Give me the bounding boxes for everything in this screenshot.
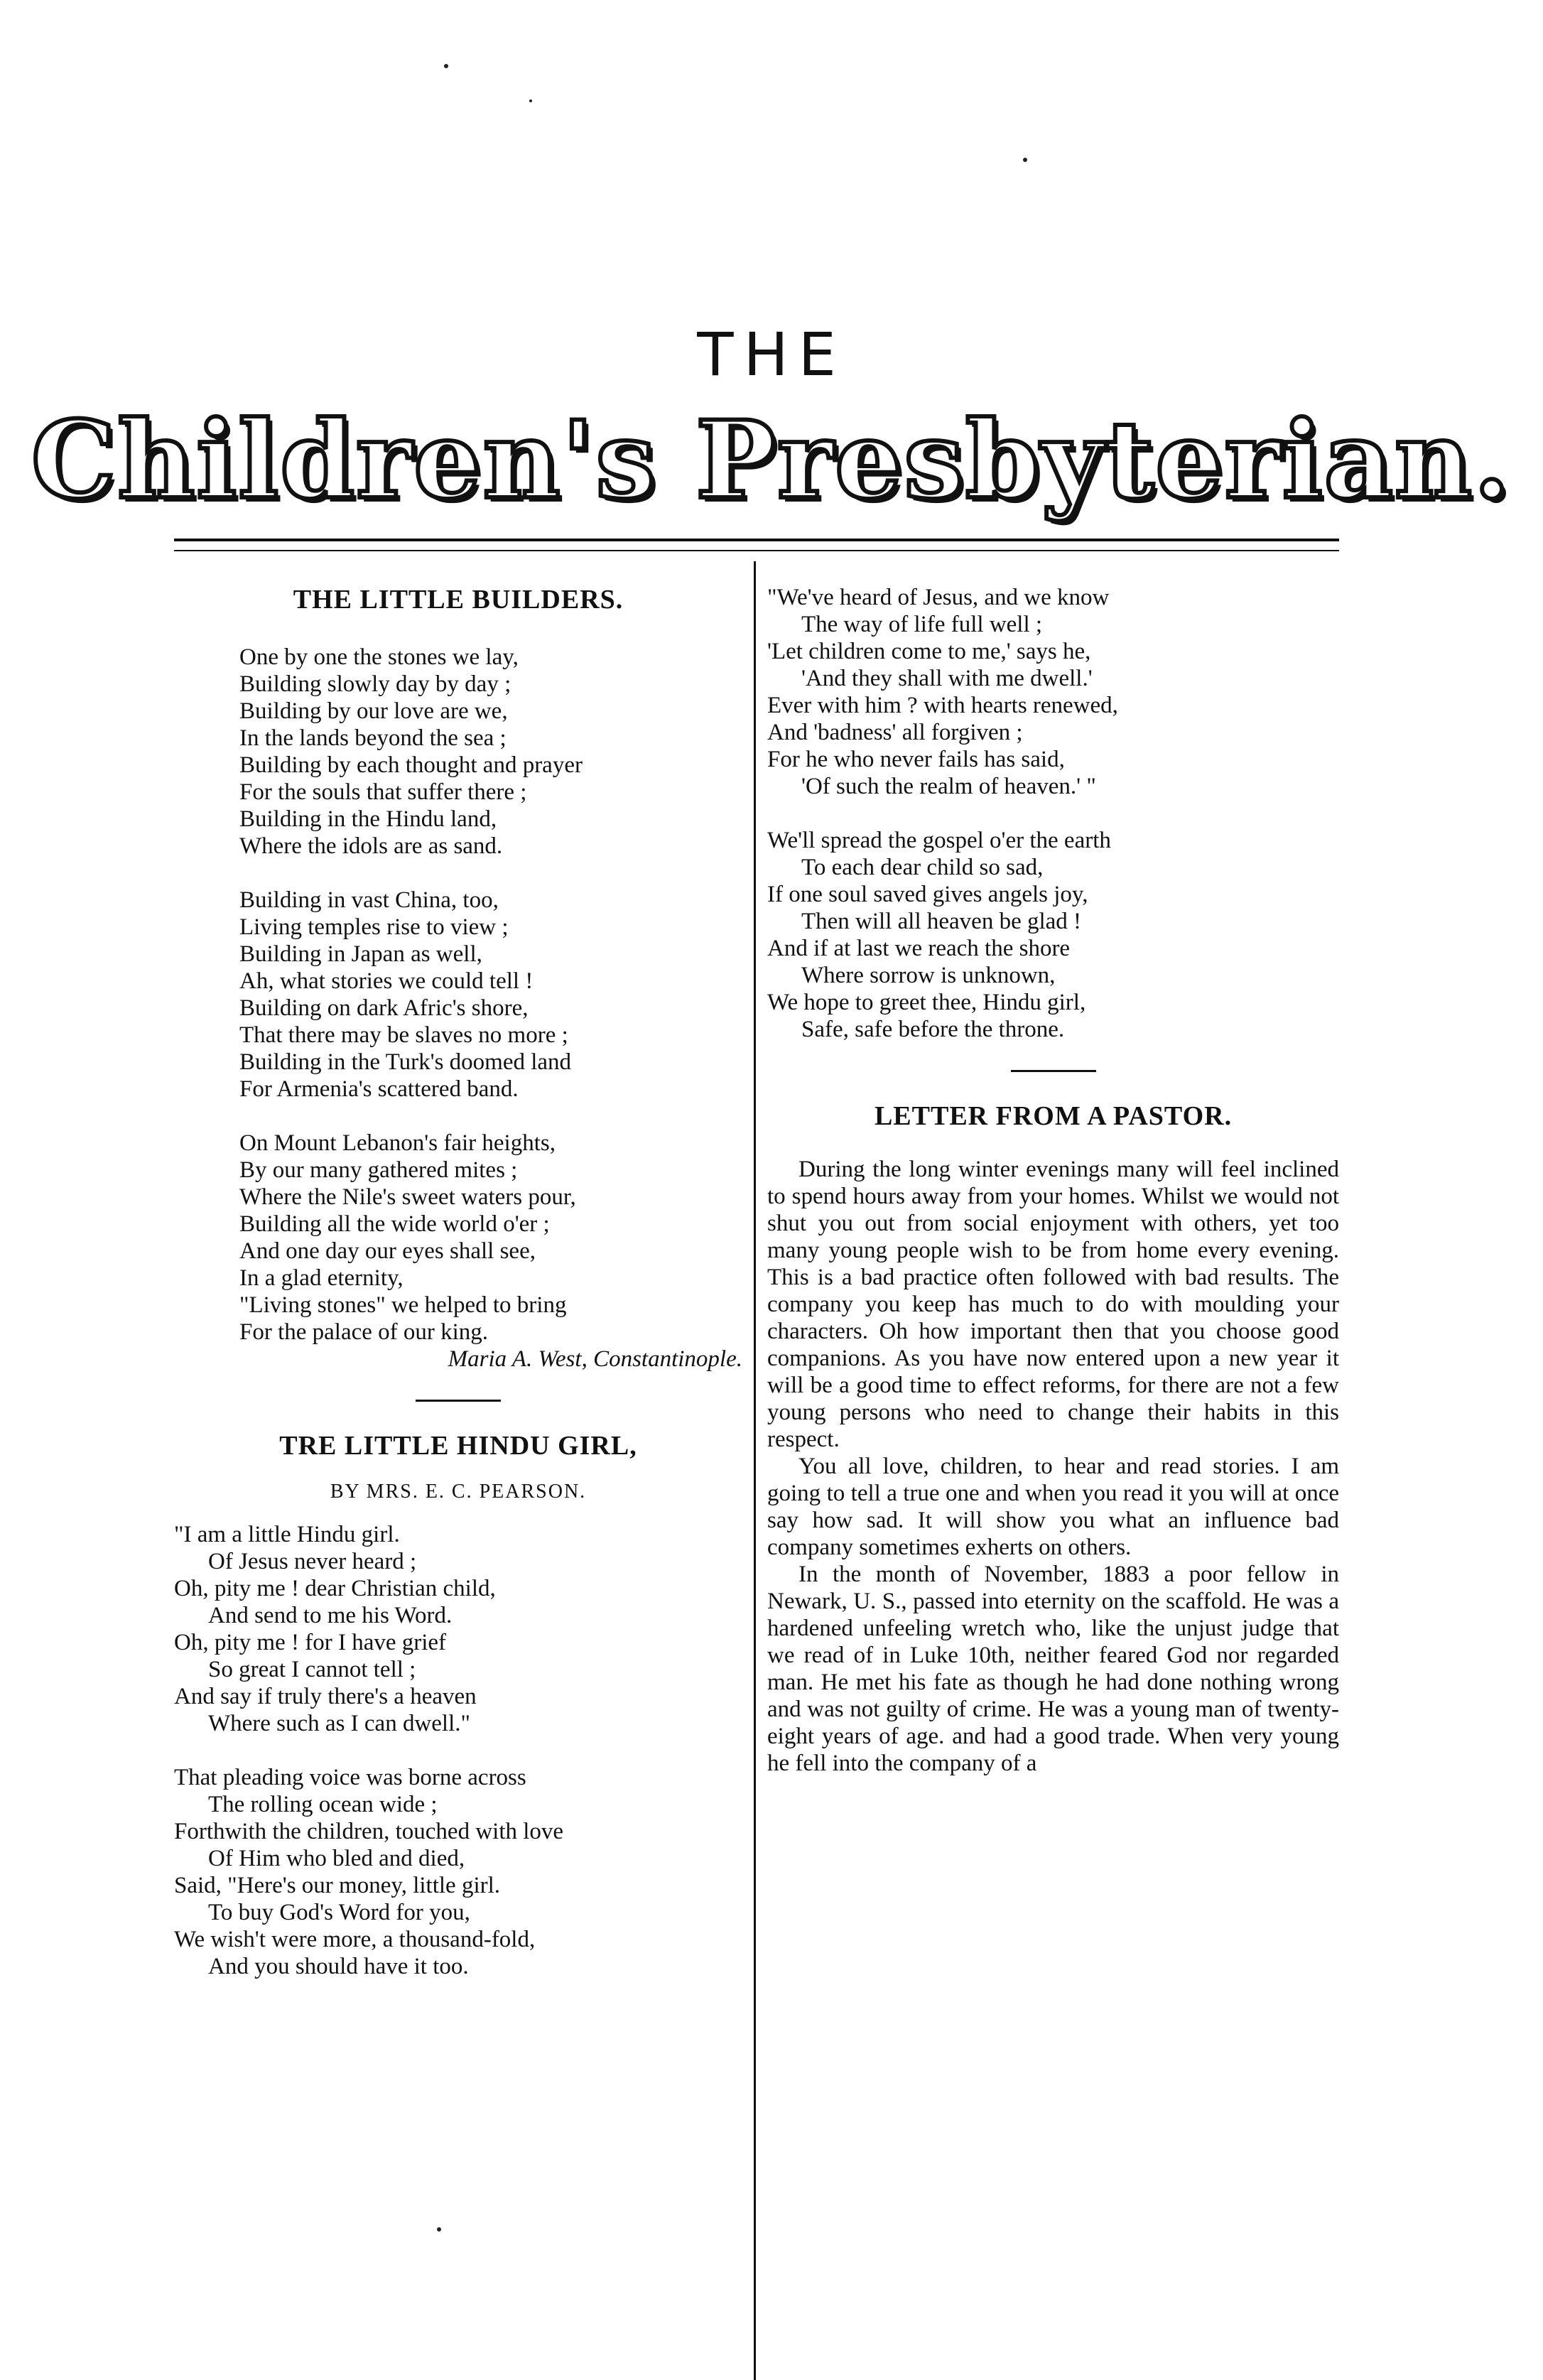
stanza: [767, 584, 1339, 800]
stanza: [239, 644, 742, 860]
stanza: [174, 1521, 742, 1737]
masthead-the: THE: [697, 320, 846, 389]
poem-line: For the palace of our king.: [239, 1319, 489, 1345]
poem-line: For he who never fails has said,: [767, 747, 1065, 772]
poem-line: We'll spread the gospel o'er the earth: [767, 828, 1111, 853]
poem-line: Where such as I can dwell.": [208, 1711, 470, 1736]
stanza: [174, 1764, 742, 1980]
poem-line: Building in the Turk's doomed land: [239, 1049, 572, 1075]
masthead-rule-top: [174, 539, 1339, 541]
poem-line: For Armenia's scattered band.: [239, 1076, 519, 1102]
stanza: [239, 1130, 742, 1346]
poem-line: We wish't were more, a thousand-fold,: [174, 1927, 536, 1952]
poem-line: Where the idols are as sand.: [239, 833, 503, 859]
poem-line: Oh, pity me ! dear Christian child,: [174, 1576, 496, 1601]
poem-little-hindu-girl-continued: [767, 584, 1339, 1043]
poem-line: If one soul saved gives angels joy,: [767, 882, 1088, 907]
letter-paragraph: You all love, children, to hear and read stories. I am going to tell a true one and when you read it you will at once say how sad. It will show you what an influence bad company sometimes exherts on others.: [767, 1454, 1339, 1560]
poem-line: "I am a little Hindu girl.: [174, 1522, 400, 1547]
letter-paragraph: In the month of November, 1883 a poor fellow in Newark, U. S., passed into eternity on the scaffold. He was a hardened unfeeling wretch who, like the unjust judge that we read of in Luke 10th, neither feared God nor regarded man. He met his fate as though he had done nothing wrong and was not guilty of crime. He was a young man of twenty-eight years of age. and had a good trade. When very young he fell into the company of a: [767, 1562, 1339, 1776]
poem-line: Building all the wide world o'er ;: [239, 1211, 550, 1237]
speck: [444, 64, 448, 68]
poem-line: Ever with him ? with hearts renewed,: [767, 693, 1118, 718]
speck: [529, 99, 532, 102]
poem-line: 'And they shall with me dwell.': [801, 666, 1093, 691]
right-column: [767, 584, 1339, 1777]
poem-line: Building by our love are we,: [239, 698, 508, 724]
poem-line: In a glad eternity,: [239, 1265, 404, 1291]
masthead-title: Children's Presbyterian.: [31, 398, 1512, 523]
poem-line: To buy God's Word for you,: [208, 1900, 470, 1925]
poem-line: Of Him who bled and died,: [208, 1846, 465, 1871]
poem-line: And if at last we reach the shore: [767, 936, 1071, 961]
letter-paragraph: During the long winter evenings many will feel inclined to spend hours away from your homes. Whilst we would not shut you out from social enjoyment with others, yet too many young people wish to be from home every evening. This is a bad practice often followed with bad results. The company you keep has much to do with moulding your characters. Oh how important then that you choose good companions. As you have now entered upon a new year it will be a good time to effect reforms, for there are not a few young persons who need to change their habits in this respect.: [767, 1157, 1339, 1452]
poem-line: Said, "Here's our money, little girl.: [174, 1873, 501, 1898]
poem-line: Oh, pity me ! for I have grief: [174, 1630, 447, 1655]
poem-line: The way of life full well ;: [801, 612, 1043, 637]
letter-title: LETTER FROM A PASTOR.: [874, 1101, 1233, 1131]
poem-line: Safe, safe before the throne.: [801, 1017, 1065, 1042]
section-divider: [1011, 1070, 1096, 1072]
poem-title: TRE LITTLE HINDU GIRL,: [279, 1431, 637, 1461]
section-divider: [416, 1400, 501, 1402]
poem-line: Forthwith the children, touched with love: [174, 1819, 564, 1844]
poem-line: And 'badness' all forgiven ;: [767, 720, 1023, 745]
poem-line: The rolling ocean wide ;: [208, 1792, 438, 1817]
poem-line: Where the Nile's sweet waters pour,: [239, 1184, 576, 1210]
poem-line: By our many gathered mites ;: [239, 1157, 518, 1183]
poem-line: And say if truly there's a heaven: [174, 1684, 477, 1709]
poem-line: We hope to greet thee, Hindu girl,: [767, 990, 1086, 1015]
left-column: [174, 584, 742, 1980]
poem-attribution: Maria A. West, Constantinople.: [448, 1346, 742, 1372]
stanza: [239, 887, 742, 1103]
poem-line: "Living stones" we helped to bring: [239, 1292, 567, 1318]
speck: [437, 2227, 441, 2232]
poem-line: So great I cannot tell ;: [208, 1657, 416, 1682]
poem-line: Where sorrow is unknown,: [801, 963, 1056, 988]
poem-byline: BY MRS. E. C. PEARSON.: [330, 1481, 587, 1503]
poem-line: And send to me his Word.: [208, 1603, 453, 1628]
column-divider: [754, 561, 756, 2380]
stanza: [767, 827, 1339, 1043]
poem-line: Building in vast China, too,: [239, 887, 499, 913]
poem-line: On Mount Lebanon's fair heights,: [239, 1130, 556, 1156]
poem-line: That pleading voice was borne across: [174, 1765, 526, 1790]
poem-line: Then will all heaven be glad !: [801, 909, 1082, 934]
masthead-rule-bottom: [174, 550, 1339, 551]
poem-title: THE LITTLE BUILDERS.: [293, 585, 624, 615]
poem-line: 'Let children come to me,' says he,: [767, 639, 1091, 664]
poem-line: Ah, what stories we could tell !: [239, 968, 534, 994]
speck: [1023, 158, 1027, 162]
poem-line: Building in Japan as well,: [239, 941, 482, 967]
poem-line: One by one the stones we lay,: [239, 644, 519, 670]
poem-little-builders: [174, 644, 742, 1346]
poem-line: Living temples rise to view ;: [239, 914, 509, 940]
poem-line: In the lands beyond the sea ;: [239, 725, 507, 751]
poem-line: That there may be slaves no more ;: [239, 1022, 568, 1048]
poem-line: And you should have it too.: [208, 1954, 469, 1979]
poem-line: To each dear child so sad,: [801, 855, 1044, 880]
poem-line: For the souls that suffer there ;: [239, 779, 527, 805]
poem-line: Building by each thought and prayer: [239, 752, 583, 778]
poem-line: Of Jesus never heard ;: [208, 1549, 417, 1574]
poem-line: "We've heard of Jesus, and we know: [767, 585, 1110, 610]
poem-line: 'Of such the realm of heaven.' ": [801, 774, 1096, 799]
poem-line: Building slowly day by day ;: [239, 671, 511, 697]
poem-line: Building on dark Afric's shore,: [239, 995, 529, 1021]
poem-little-hindu-girl: [174, 1521, 742, 1980]
poem-line: And one day our eyes shall see,: [239, 1238, 536, 1264]
poem-line: Building in the Hindu land,: [239, 806, 497, 832]
